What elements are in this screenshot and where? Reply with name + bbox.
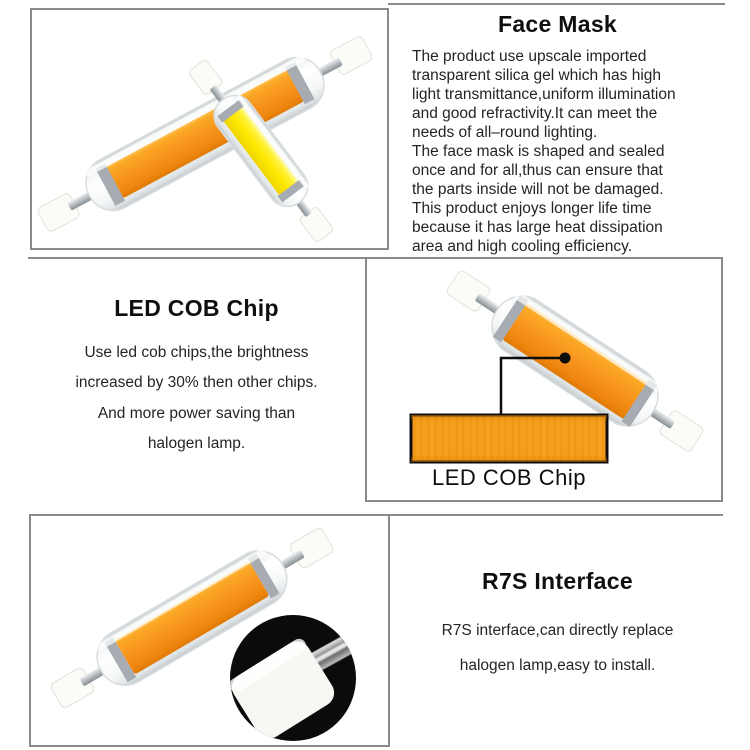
text-line: because it has large heat dissipation (412, 219, 663, 236)
face-mask-description (412, 47, 727, 256)
text-line: Use led cob chips,the brightness (84, 344, 309, 361)
text-line: The face mask is shaped and sealed (412, 143, 665, 160)
large-led-tube (32, 23, 380, 244)
text-line: transparent silica gel which has high (412, 67, 661, 84)
cob-chip-photo (367, 259, 721, 500)
text-line: the parts inside will not be damaged. (412, 181, 664, 198)
cob-chip-callout-label: LED COB Chip (432, 465, 586, 490)
callout-dot (560, 353, 571, 364)
ceramic-cap (36, 192, 80, 233)
text-line: light transmittance,uniform illumination (412, 86, 676, 103)
text-line: and good refractivity.It can meet the (412, 105, 658, 122)
text-line: halogen lamp. (147, 435, 246, 453)
crossed-bulbs-photo (32, 10, 387, 248)
section3-top-border (390, 514, 723, 516)
ceramic-cap (49, 666, 95, 709)
section-title-r7s-interface: R7S Interface (482, 568, 633, 594)
section-title-face-mask: Face Mask (497, 11, 618, 37)
text-line: increased by 30% then other chips. (75, 374, 318, 392)
text-line: The product use upscale imported (412, 48, 647, 65)
text-line: And more power saving than (97, 404, 296, 422)
ceramic-cap (289, 527, 335, 570)
text-line: This product enjoys longer life time (412, 200, 652, 217)
top-right-divider (388, 3, 725, 5)
photo-panel-crossed-bulbs (30, 8, 389, 250)
r7s-interface-description (392, 613, 723, 683)
ceramic-cap (329, 35, 373, 76)
r7s-interface-photo (31, 516, 388, 745)
text-line: once and for all,thus can ensure that (412, 162, 663, 179)
text-line: R7S interface,can directly replace (441, 622, 674, 639)
led-cob-chip-description (28, 338, 365, 460)
section-title-led-cob-chip: LED COB Chip (114, 295, 279, 321)
cob-chip-zoom-shading (411, 415, 607, 462)
text-line: needs of all–round lighting. (412, 124, 598, 141)
photo-panel-r7s-interface (29, 514, 390, 747)
text-line: area and high cooling efficiency. (412, 238, 633, 255)
text-line: halogen lamp,easy to install. (459, 657, 656, 674)
